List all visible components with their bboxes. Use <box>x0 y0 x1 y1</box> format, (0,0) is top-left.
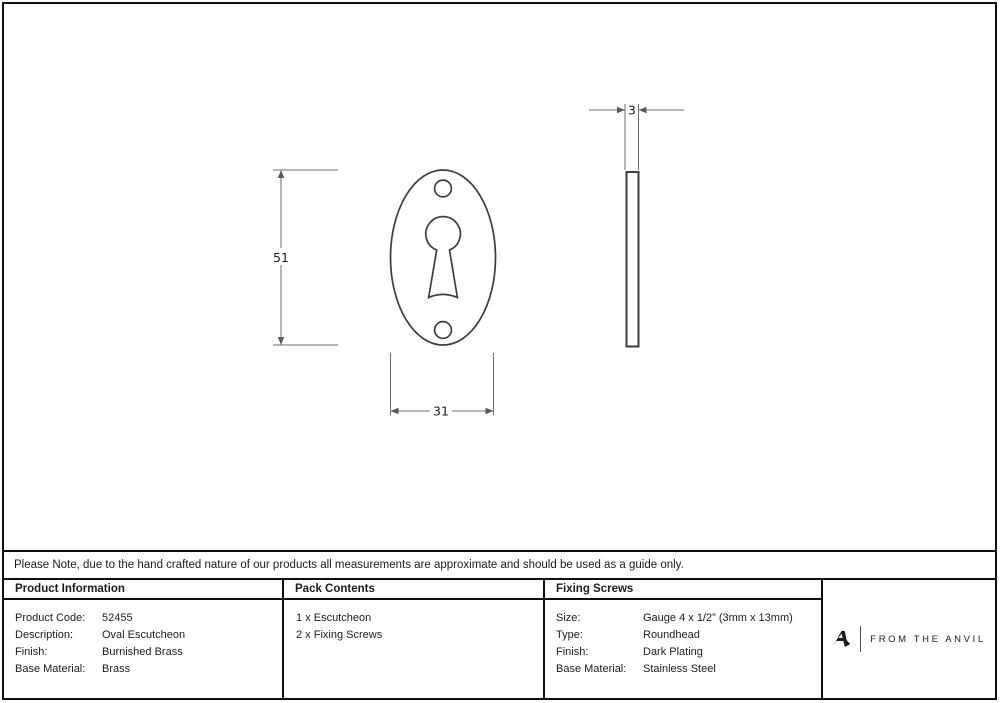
dimension-arrowheads <box>278 107 647 414</box>
row-value: Gauge 4 x 1/2” (3mm x 13mm) <box>643 611 793 624</box>
row-label: Base Material: <box>15 662 86 675</box>
keyhole-outline <box>426 217 461 298</box>
table-row <box>556 643 813 660</box>
dim-thickness-label: 3 <box>627 102 636 118</box>
row-value: Brass <box>102 662 131 675</box>
dimension-labels <box>271 103 636 420</box>
row-value: Roundhead <box>643 628 700 641</box>
row-value: Dark Plating <box>643 645 703 658</box>
row-label: Finish: <box>556 645 589 658</box>
row-label: Type: <box>556 628 583 641</box>
row-value: Burnished Brass <box>102 645 183 658</box>
screw-hole-top <box>435 180 452 197</box>
table-row <box>556 660 813 677</box>
row-value: Oval Escutcheon <box>102 628 186 641</box>
fixing-screws-column <box>545 580 823 698</box>
screw-hole-bottom <box>435 322 452 339</box>
row-value: Stainless Steel <box>643 662 716 675</box>
table-row <box>15 660 274 677</box>
pack-contents-body <box>284 600 543 643</box>
dim-height-label: 51 <box>273 250 289 265</box>
dim-width-label: 31 <box>433 403 449 419</box>
product-information-column <box>4 580 284 698</box>
product-information-header: Product Information <box>4 580 282 600</box>
brand-divider <box>860 626 861 652</box>
table-row <box>556 626 813 643</box>
pack-contents-header: Pack Contents <box>284 580 543 600</box>
brand-cell <box>823 580 995 698</box>
row-label: Base Material: <box>556 662 627 675</box>
note-row <box>4 550 995 580</box>
table-row <box>15 609 274 626</box>
row-label: Product Code: <box>15 611 86 624</box>
pack-contents-column <box>284 580 545 698</box>
row-value: 52455 <box>102 611 133 624</box>
fixing-screws-header: Fixing Screws <box>545 580 821 600</box>
info-section <box>4 550 995 698</box>
table-row <box>15 643 274 660</box>
brand-logo <box>832 626 985 652</box>
row-label: Size: <box>556 611 581 624</box>
table-row <box>556 609 813 626</box>
brand-name: FROM THE ANVIL <box>870 633 986 645</box>
note-text: Please Note, due to the hand crafted nature of our products all measurements are approximate and should be used as a guide only. <box>14 559 684 571</box>
list-item: 2 x Fixing Screws <box>296 628 383 641</box>
fixing-screws-body <box>545 600 821 677</box>
product-information-body <box>4 600 282 677</box>
table-row <box>15 626 274 643</box>
dimension-lines <box>273 104 684 415</box>
escutcheon-outlines <box>391 170 639 347</box>
info-table <box>4 580 995 698</box>
row-label: Finish: <box>15 645 48 658</box>
anvil-a-icon <box>832 630 851 648</box>
list-item: 1 x Escutcheon <box>296 611 372 624</box>
row-label: Description: <box>15 628 74 641</box>
escutcheon-side-outline <box>627 172 639 347</box>
